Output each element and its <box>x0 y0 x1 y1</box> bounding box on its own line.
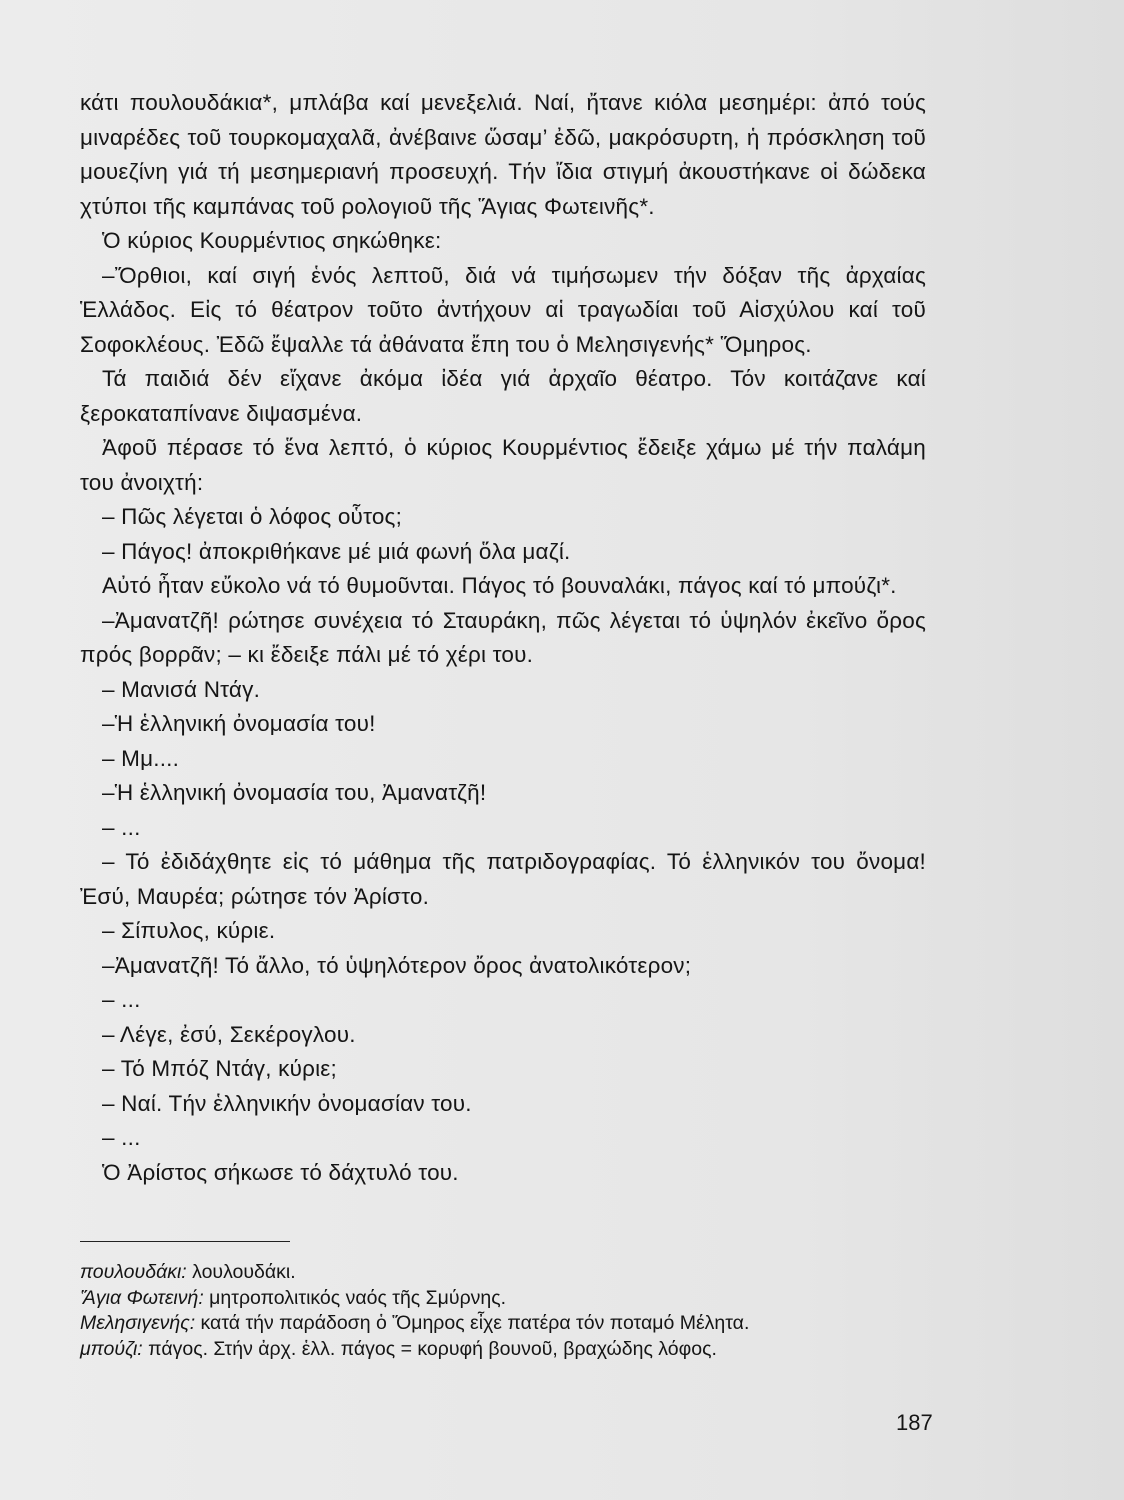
footnote <box>80 1260 950 1286</box>
dialogue-line: –Ἀμανατζῆ! ρώτησε συνέχεια τό Σταυράκη, πῶς λέγεται τό ὑψηλόν ἐκεῖνο ὄρος πρός βορρᾶν; – κι ἔδειξε πάλι μέ τό χέρι του. <box>80 607 926 667</box>
footnotes <box>80 1260 950 1362</box>
dialogue-line: – Τό ἐδιδάχθητε εἰς τό μάθημα τῆς πατριδογραφίας. Τό ἑλληνικόν του ὄνομα! Ἐσύ, Μαυρέα; ρώτησε τόν Ἀρίστο. <box>80 849 926 909</box>
paragraph: Ὁ κύριος Κουρμέντιος σηκώθηκε: <box>102 228 442 253</box>
paragraph: Ἀφοῦ πέρασε τό ἕνα λεπτό, ὁ κύριος Κουρμέντιος ἔδειξε χάμω μέ τήν παλάμη του ἀνοιχτή: <box>80 435 926 495</box>
dialogue-line: – Πῶς λέγεται ὁ λόφος οὗτος; <box>102 504 403 529</box>
footnote <box>80 1311 950 1337</box>
dialogue-line: –Ἡ ἑλληνική ὀνομασία του! <box>102 711 376 736</box>
footnote-definition: κατά τήν παράδοση ὁ Ὅμηρος εἶχε πατέρα τόν ποταμό Μέλητα. <box>195 1312 750 1334</box>
footnote-term: μπούζι: <box>80 1337 143 1360</box>
footnote-definition: μητροπολιτικός ναός τῆς Σμύρνης. <box>203 1286 507 1309</box>
dialogue-line: –Ἡ ἑλληνική ὀνομασία του, Ἀμανατζῆ! <box>102 780 487 805</box>
dialogue-line: –Ἀμανατζῆ! Τό ἄλλο, τό ὑψηλότερον ὄρος ἀνατολικότερον; <box>102 952 692 978</box>
paragraph: –Ὄρθιοι, καί σιγή ἑνός λεπτοῦ, διά νά τιμήσωμεν τήν δόξαν τῆς ἀρχαίας Ἑλλάδος. Εἰς τό θέατρον τοῦτο ἀντήχουν αἱ τραγωδίαι τοῦ Αἰσχύλου καί τοῦ Σοφοκλέους. Ἐδῶ ἔψαλλε τά ἀθάνατα ἔπη του ὁ Μελησιγενής* Ὅμηρος. <box>80 262 926 357</box>
dialogue-line: – Πάγος! ἀποκριθήκανε μέ μιά φωνή ὅλα μαζί. <box>102 538 571 564</box>
dialogue-line: – Τό Μπόζ Ντάγ, κύριε; <box>102 1056 337 1081</box>
dialogue-line: – Μανισά Ντάγ. <box>102 676 261 702</box>
paragraph: Τά παιδιά δέν εἴχανε ἀκόμα ἰδέα γιά ἀρχαῖο θέατρο. Τόν κοιτάζανε καί ξεροκαταπίνανε διψασμένα. <box>80 366 926 426</box>
footnote-term: Μελησιγενής: <box>80 1312 196 1334</box>
footnote-term: Ἅγια Φωτεινή: <box>80 1286 204 1309</box>
footnote-definition: πάγος. Στήν ἀρχ. ἑλλ. πάγος = κορυφή βουνοῦ, βραχώδης λόφος. <box>142 1337 717 1360</box>
dialogue-line: – ... <box>102 1125 141 1150</box>
paragraph: Αὐτό ἦταν εὔκολο νά τό θυμοῦνται. Πάγος τό βουναλάκι, πάγος καί τό μπούζι*. <box>102 573 897 598</box>
footnote-term: πουλουδάκι: <box>80 1261 187 1283</box>
footnote <box>80 1286 950 1312</box>
footnote-divider <box>80 1241 290 1242</box>
dialogue-line: – Ναί. Τήν ἑλληνικήν ὀνομασίαν του. <box>102 1090 472 1116</box>
page-number: 187 <box>896 1410 933 1435</box>
dialogue-line: – ... <box>102 814 141 840</box>
footnote <box>80 1337 950 1363</box>
dialogue-line: – Σίπυλος, κύριε. <box>102 918 276 943</box>
dialogue-line: – Λέγε, ἐσύ, Σεκέρογλου. <box>102 1021 356 1047</box>
paragraph: Ὁ Ἀρίστος σήκωσε τό δάχτυλό του. <box>102 1159 459 1185</box>
dialogue-line: – Μμ.... <box>102 745 180 771</box>
paragraph: κάτι πουλουδάκια*, μπλάβα καί μενεξελιά. Ναί, ἤτανε κιόλα μεσημέρι: ἀπό τούς μιναρέδες τοῦ τουρκομαχαλᾶ, ἀνέβαινε ὥσαμ’ ἐδῶ, μακρόσυρτη, ἡ πρόσκληση τοῦ μουεζίνη γιά τή μεσημεριανή προσευχή. Τήν ἴδια στιγμή ἀκουστήκανε οἱ δώδεκα χτύποι τῆς καμπάνας τοῦ ρολογιοῦ τῆς Ἅγιας Φωτεινῆς*. <box>80 90 926 219</box>
body-text <box>80 86 926 1190</box>
footnote-definition: λουλουδάκι. <box>186 1261 296 1283</box>
dialogue-line: – ... <box>102 987 141 1012</box>
